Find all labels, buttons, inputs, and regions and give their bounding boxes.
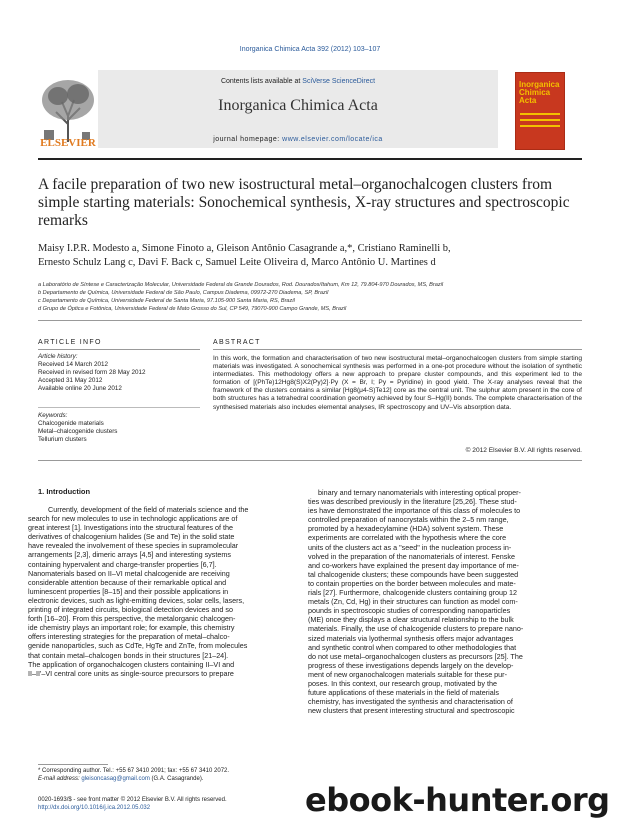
body-text-line: arrangements [2,3], dimeric arrays [4,5] and interesting systems: [28, 550, 231, 560]
divider: [38, 349, 200, 350]
body-text-line: ies have demonstrated the importance of this class of molecules to: [308, 506, 521, 516]
divider: [38, 407, 200, 408]
affiliation: c Departamento de Química, Universidade Federal de Santa Maria, 97.105-900 Santa Maria, RS, Brazil: [38, 298, 295, 304]
body-text-line: great interest [1]. Investigations into the structural features of the: [28, 523, 233, 533]
keyword: Metal–chalcogenide clusters: [38, 427, 118, 435]
body-text-line: promoted by a hexadecylamine (HDA) solvent system. These: [308, 524, 504, 534]
body-text-line: that contain metal–chalcogen bonds in their structures [21–24].: [28, 650, 229, 660]
keywords-label: Keywords:: [38, 412, 68, 419]
body-text-line: considerable attention because of their remarkable optical and: [28, 577, 227, 587]
body-text-line: to contain properties on the border between molecules and mate-: [308, 578, 516, 588]
body-text-line: pounds in spectroscopic studies of corresponding nanoparticles: [308, 606, 511, 616]
bottom-notes: [38, 796, 302, 812]
body-text-line: ment of new organochalcogen materials suitable for these pur-: [308, 669, 507, 679]
body-text-line: Currently, development of the field of materials science and the: [48, 505, 249, 514]
footnote: [38, 767, 302, 783]
body-text-line: sized materials via lyothermal synthesis offers major advantages: [308, 633, 514, 643]
keyword: Chalcogenide materials: [38, 419, 104, 427]
email-suffix: (G.A. Casagrande).: [149, 776, 204, 782]
contents-prefix: Contents lists available at: [220, 78, 303, 85]
body-text-line: do not use metal–organochalcogen clusters as precursors [25]. The: [308, 651, 523, 661]
body-text-line: controlled preparation of nanocrystals within the 2–5 nm range,: [308, 515, 509, 525]
divider: [38, 460, 582, 461]
body-text-line: luminescent properties [8–15] and their possible applications in: [28, 586, 229, 596]
journal-homepage: [98, 136, 498, 143]
body-text-line: and co-workers have explained the present day importance of me-: [308, 560, 519, 570]
body-text-line: and synthetic control when compared to other methodologies that: [308, 642, 517, 652]
header-rule: [38, 158, 582, 160]
running-head[interactable]: Inorganica Chimica Acta 392 (2012) 103–107: [239, 46, 381, 53]
body-text-line: II–II'–VI central core units as single-source precursors to prepare: [28, 668, 234, 678]
authors-line-2: Ernesto Schulz Lang c, Davi F. Back c, Samuel Leite Oliveira d, Marco Antônio U. Martines d: [38, 257, 436, 268]
cover-stripe: [520, 119, 560, 121]
body-text-line: poses. In this context, our research group, motivated by the: [308, 678, 497, 688]
body-text-line: The application of organochalcogen clusters containing II–VI and: [28, 659, 235, 669]
cover-title: Inorganica Chimica Acta: [519, 80, 560, 105]
authors-line-1: Maisy I.P.R. Modesto a, Simone Finoto a, Gleison Antônio Casagrande a,*, Cristiano Raminelli b,: [38, 243, 451, 254]
homepage-link[interactable]: www.elsevier.com/locate/ica: [282, 136, 383, 143]
body-text-line: metals (Zn, Cd, Hg) in their structures can function as model com-: [308, 597, 518, 607]
body-text-line: units of the clusters act as a "seed" in the nucleation process in-: [308, 542, 512, 552]
article-title: A facile preparation of two new isostructural metal–organochalcogen clusters from simple starting materials: Sonochemical synthesis, X-ray structures and spectroscopic remarks: [38, 176, 570, 229]
body-text-line: containing hypervalent and charge-transfer properties [6,7].: [28, 559, 217, 569]
body-text-line: (ME) once they displays a clear structural relationship to the bulk: [308, 615, 514, 625]
affiliation: b Departamento de Química, Universidade Federal de São Paulo, Campus Diadema, 09972-270 Diadema, SP, Brazil: [38, 290, 329, 296]
body-text-line: new clusters that present interesting structural and spectroscopic: [308, 706, 515, 716]
keyword: Tellurium clusters: [38, 435, 87, 443]
body-text-line: offers interesting strategies for the preparation of metal–chalco-: [28, 632, 230, 642]
abstract-heading: ABSTRACT: [213, 339, 261, 346]
footnote-rule: [38, 764, 108, 765]
body-text-line: electronic devices, such as light-emitting devices, solar cells, lasers,: [28, 595, 245, 605]
body-text-line: have revealed the involvement of these species in supramolecular: [28, 541, 239, 551]
email-line: [38, 775, 302, 783]
cover-stripe: [520, 113, 560, 115]
history-item: Available online 20 June 2012: [38, 384, 122, 392]
body-column-right: [308, 488, 582, 716]
history-item: Received in revised form 28 May 2012: [38, 368, 146, 376]
section-heading: 1. Introduction: [38, 487, 91, 496]
doi-link[interactable]: http://dx.doi.org/10.1016/j.ica.2012.05.032: [38, 805, 151, 811]
body-text-line: ide chemistry plays an important role; for example, this chemistry: [28, 623, 235, 633]
contents-line: [98, 78, 498, 85]
body-column-left: [28, 505, 302, 678]
body-text-line: rials [27]. Furthermore, chalcogenide clusters containing group 12: [308, 588, 517, 598]
copyright: © 2012 Elsevier B.V. All rights reserved.: [465, 447, 582, 454]
body-text-line: Nanomaterials based on II–VI metal chalcogenide are receiving: [28, 568, 230, 578]
body-text-line: derivatives of chalcogenium halides (Se and Te) in the solid state: [28, 532, 235, 542]
elsevier-wordmark[interactable]: ELSEVIER: [40, 137, 96, 149]
history-item: Received 14 March 2012: [38, 360, 109, 368]
history-label: Article history:: [38, 353, 78, 360]
affiliations: [38, 281, 598, 313]
issn-line: 0020-1693/$ - see front matter © 2012 Elsevier B.V. All rights reserved.: [38, 797, 227, 803]
article-info-heading: ARTICLE INFO: [38, 339, 102, 346]
body-text-line: binary and ternary nanomaterials with interesting optical proper-: [318, 488, 521, 497]
body-text-line: chemistry, has investigated the synthesis and characterisation of: [308, 697, 513, 707]
affiliation: d Grupo de Óptica e Fotônica, Universidade Federal de Mato Grosso do Sul, CP 549, 79070-900 Campo Grande, MS, Brazil: [38, 306, 347, 312]
body-text-line: ties was described previously in the literature [25,26]. These stud-: [308, 497, 517, 507]
divider: [213, 349, 582, 350]
corresponding-author: * Corresponding author. Tel.: +55 67 3410 2091; fax: +55 67 3410 2072.: [38, 768, 230, 774]
body-text-line: volved in the preparation of the nanomaterials of interest. Fenske: [308, 551, 515, 561]
body-text-line: experiments are correlated with the hypothesis where the core: [308, 533, 507, 543]
article-history: [38, 353, 208, 393]
sciencedirect-link[interactable]: SciVerse ScienceDirect: [302, 78, 376, 85]
body-text-line: progress of these investigations depends largely on the develop-: [308, 660, 514, 670]
journal-cover-thumbnail[interactable]: [515, 72, 565, 150]
history-item: Accepted 31 May 2012: [38, 376, 103, 384]
affiliation: a Laboratório de Síntese e Caracterização Molecular, Universidade Federal da Grande Dourados, Rod. Dourados/Itahum, Km 12, 79.804-970 Dourados, MS, Brazil: [38, 282, 444, 288]
divider: [38, 320, 582, 321]
body-text-line: printing of integrated circuits, biological detection devices and so: [28, 605, 233, 615]
author-list: [38, 242, 588, 270]
body-text-line: genide nanoparticles, such as CdTe, HgTe and ZnTe, from molecules: [28, 641, 248, 651]
watermark-text: ebook-hunter.org: [305, 781, 610, 819]
body-text-line: search for new molecules to use in technologic applications are of: [28, 514, 238, 524]
keywords: [38, 412, 208, 444]
body-text-line: future applications of these materials in the field of materials: [308, 688, 499, 698]
watermark: [305, 774, 620, 827]
body-text-line: tal chalcogenide clusters; these compounds have been suggested: [308, 569, 519, 579]
homepage-prefix: journal homepage:: [213, 136, 283, 143]
email-label: E-mail address:: [38, 776, 82, 782]
cover-stripe: [520, 125, 560, 127]
journal-title: Inorganica Chimica Acta: [218, 97, 378, 114]
abstract-text: In this work, the formation and characterisation of two new isostructural metal–organochalcogen clusters from simple starting materials was investigated. A sonochemical synthesis was performed in a one-pot procedure without the isolation of synthetic intermediates. This methodology offers a new approach to prepare cluster compounds, and this experiment led to the formation of [(PhTe)12Hg8(S)X2(Py)2]·Py (X = Br, I; Py = Pyridine) in good yield. The X-ray analyses reveal that the framework of the clusters contains a similar [Hg8(μ4-S)Te12] core as the central unit. The sulphur atom present in the core of both structures has a tetrahedral coordination geometry achieved by four S–Hg(II) bonds. The complete characterisation of the synthesised materials also includes elemental analyses, IR spectroscopy and UV–Vis absorption data.: [213, 355, 582, 411]
email-link[interactable]: gleisoncasag@gmail.com: [81, 776, 150, 782]
body-text-line: forth [16–20]. From this perspective, the metalorganic chalcogen-: [28, 614, 236, 624]
body-text-line: materials. Finally, the use of chalcogenide clusters to prepare nano-: [308, 624, 524, 634]
